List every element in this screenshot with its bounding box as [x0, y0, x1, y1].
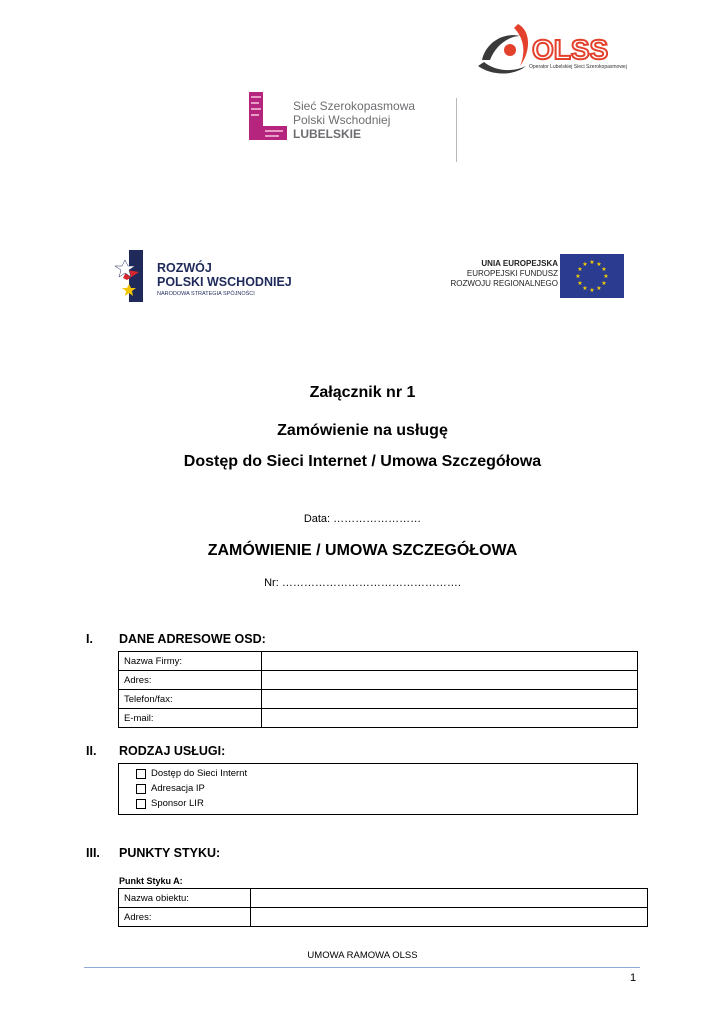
- table-row: [119, 889, 648, 908]
- eu-line3: ROZWOJU REGIONALNEGO: [450, 279, 558, 288]
- service-title: Dostęp do Sieci Internet / Umowa Szczegółowa: [183, 453, 542, 470]
- table-row: [119, 690, 638, 709]
- email-label: E-mail:: [119, 709, 262, 728]
- service-option-label: Adresacja IP: [151, 783, 205, 794]
- contact-point-a-title: Punkt Styku A:: [119, 876, 183, 886]
- olss-subtitle: Operator Lubelskiej Sieci Szerokopasmowej: [529, 64, 627, 70]
- phone-fax-field[interactable]: [262, 690, 638, 709]
- olss-wordmark: OLSS: [532, 34, 609, 65]
- section3-number: III.: [86, 846, 100, 860]
- service-option-label: Sponsor LIR: [151, 798, 204, 809]
- svg-text:★: ★: [596, 261, 602, 268]
- table-row: [119, 709, 638, 728]
- svg-text:★: ★: [575, 273, 581, 280]
- rozwoj-polski-wschodniej-logo: [115, 250, 305, 310]
- main-title: ZAMÓWIENIE / UMOWA SZCZEGÓŁOWA: [207, 542, 518, 559]
- siec-line3: LUBELSKIE: [293, 127, 362, 141]
- service-option-lir[interactable]: [136, 798, 204, 809]
- section3-title: PUNKTY STYKU:: [119, 846, 221, 860]
- svg-text:★: ★: [582, 285, 588, 292]
- svg-text:★: ★: [596, 285, 602, 292]
- eu-flag-icon: [560, 254, 624, 298]
- rozwoj-line2: POLSKI WSCHODNIEJ: [157, 275, 292, 289]
- page-number: 1: [630, 972, 637, 984]
- osd-address-table: [118, 651, 638, 728]
- address-label: Adres:: [119, 671, 262, 690]
- number-field: Nr: ………………………………………….: [264, 577, 461, 589]
- svg-text:★: ★: [582, 261, 588, 268]
- checkbox-internet[interactable]: [136, 769, 146, 779]
- object-name-field[interactable]: [251, 889, 648, 908]
- phone-fax-label: Telefon/fax:: [119, 690, 262, 709]
- svg-text:★: ★: [603, 273, 609, 280]
- svg-text:★: ★: [601, 266, 607, 273]
- point-address-field[interactable]: [251, 908, 648, 927]
- email-field[interactable]: [262, 709, 638, 728]
- siec-line1: Sieć Szerokopasmowa: [293, 99, 416, 113]
- eu-line1: UNIA EUROPEJSKA: [481, 259, 558, 268]
- section1-title: DANE ADRESOWE OSD:: [119, 632, 266, 646]
- section2-title: RODZAJ USŁUGI:: [119, 744, 226, 758]
- service-option-label: Dostęp do Sieci Internt: [151, 768, 248, 779]
- olss-logo: [474, 20, 639, 80]
- point-address-label: Adres:: [119, 908, 251, 927]
- checkbox-ip[interactable]: [136, 784, 146, 794]
- svg-text:★: ★: [589, 259, 595, 266]
- table-row: [119, 652, 638, 671]
- footer-divider: [84, 967, 640, 968]
- svg-text:★: ★: [577, 266, 583, 273]
- svg-text:★: ★: [601, 280, 607, 287]
- section2-number: II.: [86, 744, 97, 758]
- eu-line2: EUROPEJSKI FUNDUSZ: [466, 269, 558, 278]
- rozwoj-line3: NARODOWA STRATEGIA SPÓJNOŚCI: [157, 291, 255, 297]
- siec-line2: Polski Wschodniej: [293, 113, 391, 127]
- object-name-label: Nazwa obiektu:: [119, 889, 251, 908]
- date-field: Data: ……………………: [303, 513, 422, 525]
- olss-emblem-icon: [474, 20, 639, 80]
- stars-emblem-icon: [115, 250, 151, 302]
- eu-fund-logo: [440, 254, 630, 300]
- service-type-box: [118, 763, 638, 815]
- siec-lubelskie-logo: [245, 90, 465, 162]
- table-row: [119, 908, 648, 927]
- section1-number: I.: [86, 632, 93, 646]
- svg-text:★: ★: [589, 287, 595, 294]
- lubelskie-l-icon: [247, 92, 289, 142]
- contact-point-table: [118, 888, 648, 927]
- rozwoj-line1: ROZWÓJ: [157, 261, 212, 275]
- service-option-internet[interactable]: [136, 768, 247, 779]
- svg-text:★: ★: [577, 280, 583, 287]
- service-option-ip[interactable]: [136, 783, 205, 794]
- company-name-field[interactable]: [262, 652, 638, 671]
- address-field[interactable]: [262, 671, 638, 690]
- annex-title: Załącznik nr 1: [309, 384, 416, 401]
- company-name-label: Nazwa Firmy:: [119, 652, 262, 671]
- table-row: [119, 671, 638, 690]
- order-title: Zamówienie na usługę: [277, 422, 448, 439]
- footer-text: UMOWA RAMOWA OLSS: [307, 950, 418, 961]
- checkbox-lir[interactable]: [136, 799, 146, 809]
- logo-divider: [456, 98, 457, 162]
